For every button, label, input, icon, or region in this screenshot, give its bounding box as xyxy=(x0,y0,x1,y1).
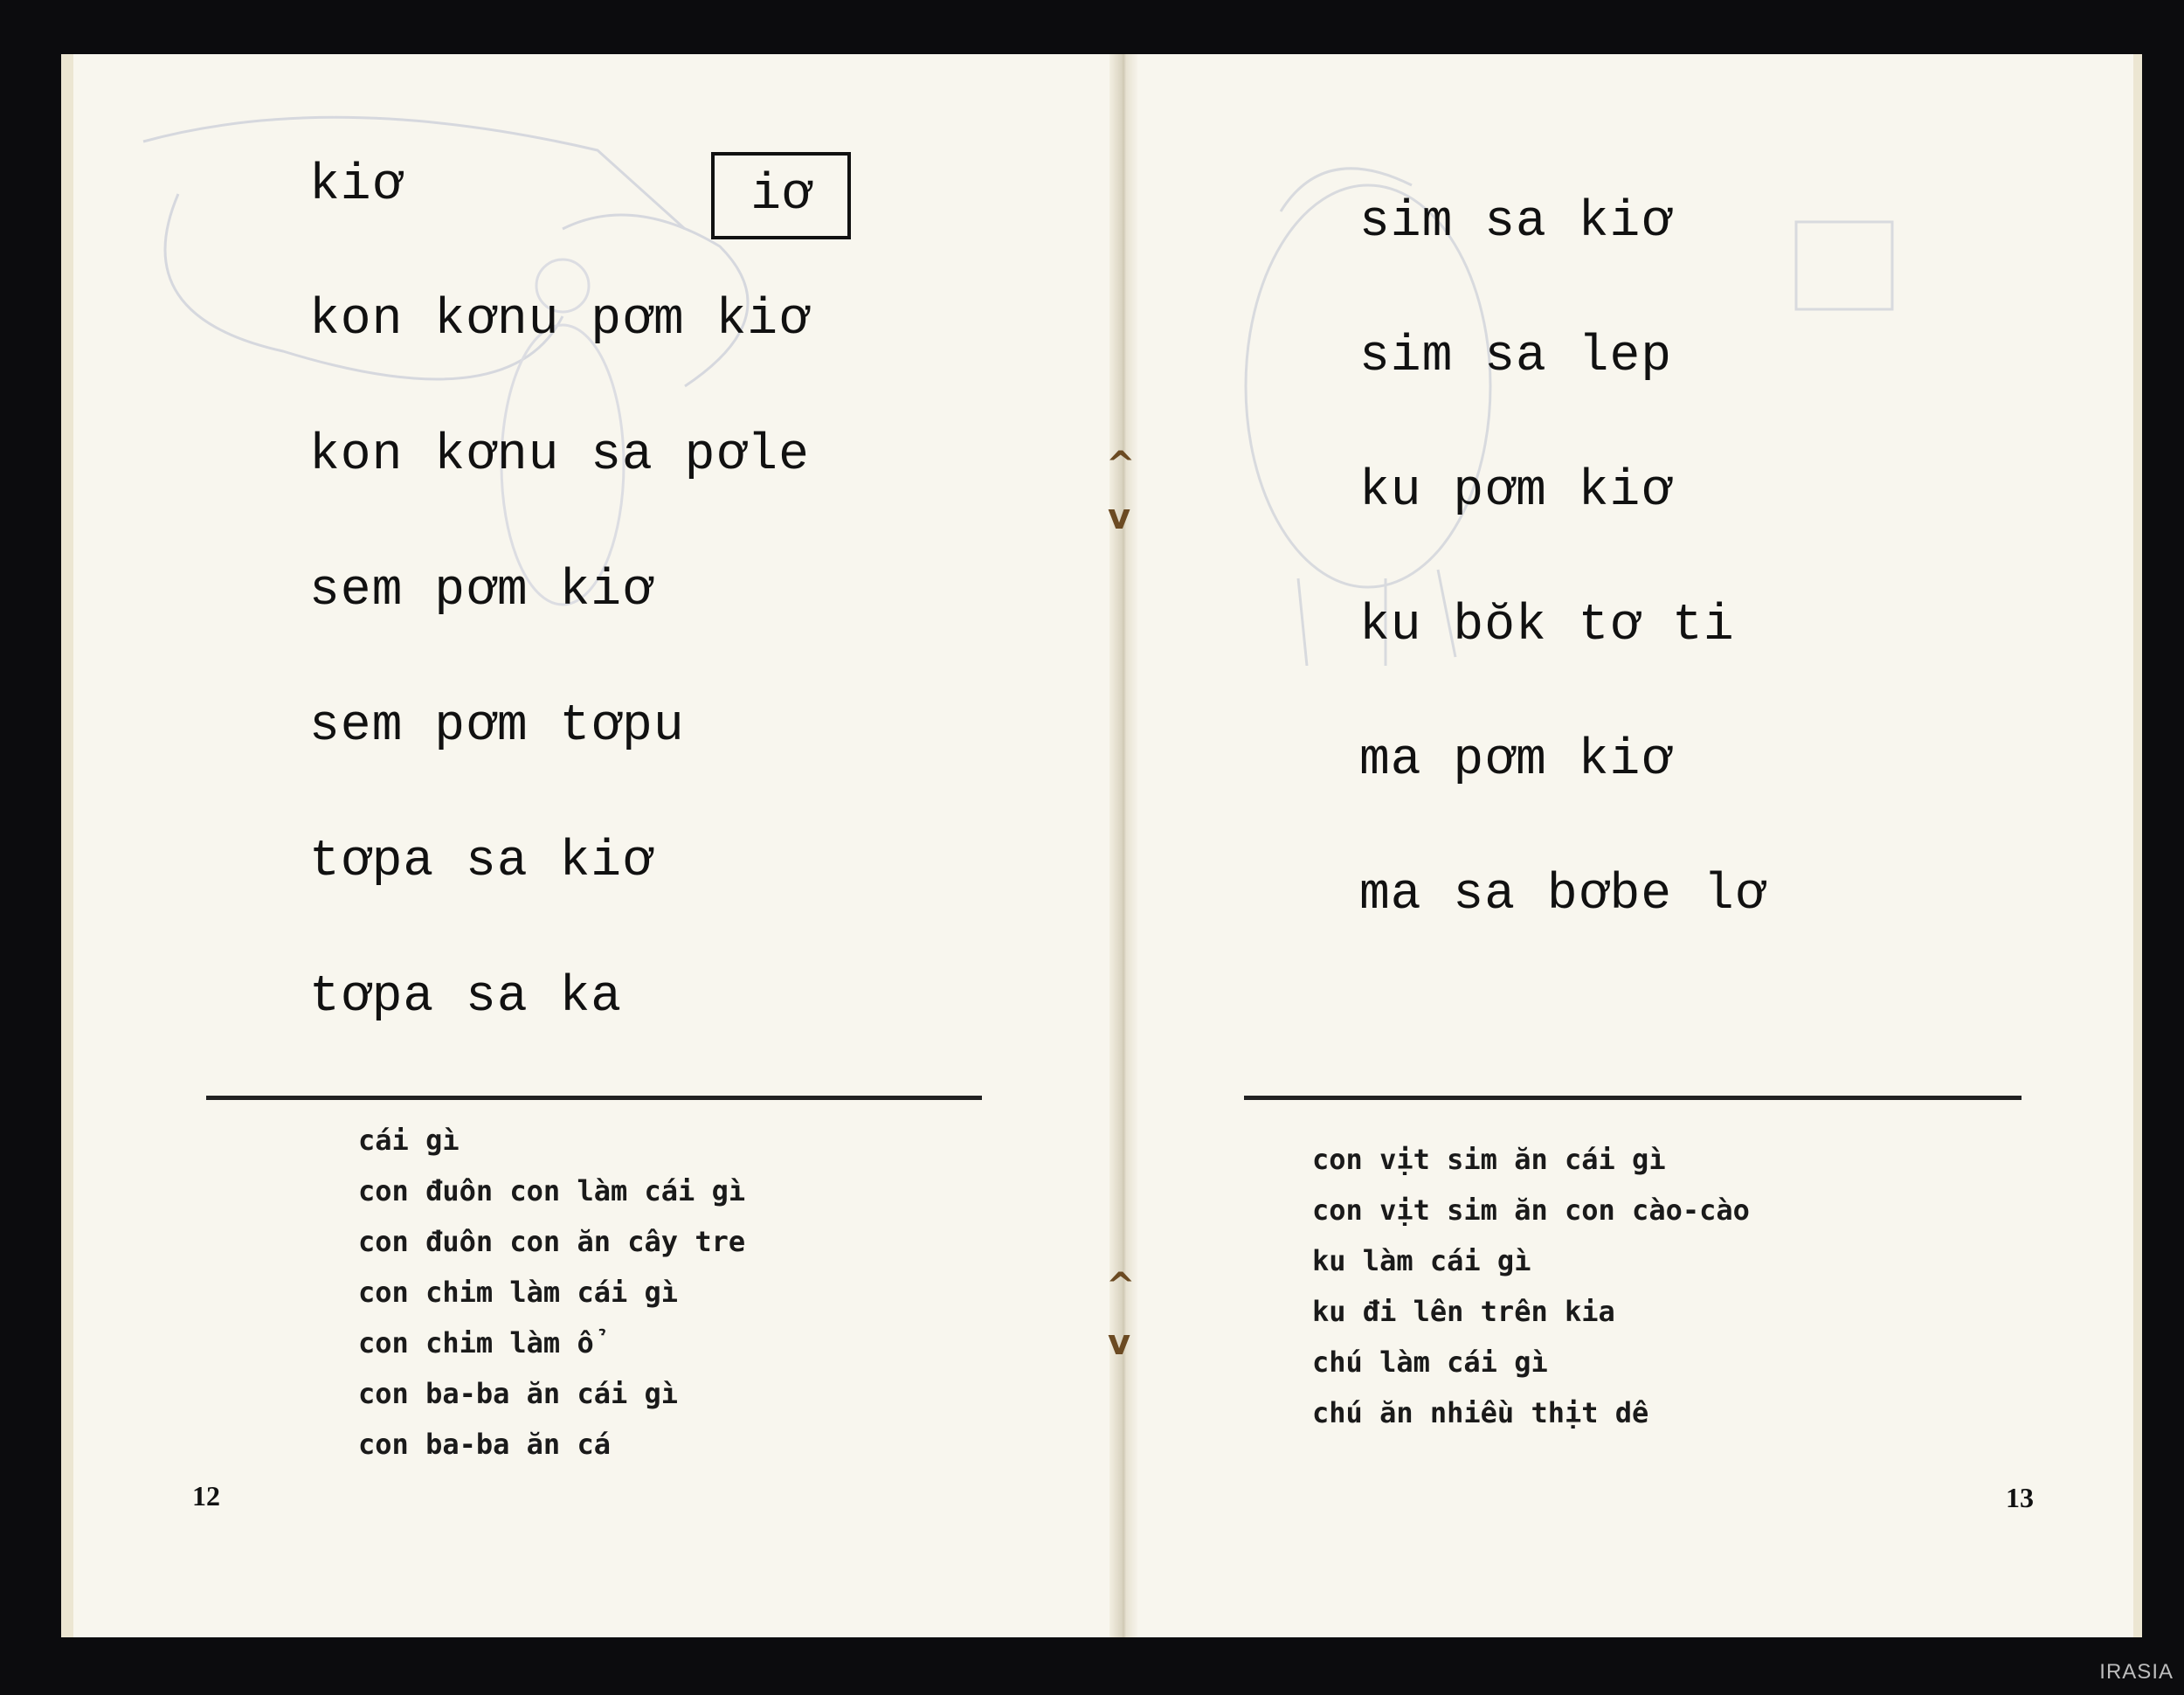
translation-note: chú ăn nhiều thịt dê xyxy=(1312,1396,1649,1429)
translation-note: con đuôn con ăn cây tre xyxy=(358,1225,746,1258)
translation-note: ku đi lên trên kia xyxy=(1312,1295,1615,1328)
reading-line: ma pơm kiơ xyxy=(1359,732,1673,789)
divider-rule xyxy=(1244,1096,2022,1100)
translation-note: con vịt sim ăn cái gì xyxy=(1312,1143,1666,1176)
stitch-mark: v xyxy=(1108,497,1131,537)
left-page xyxy=(61,54,1122,1637)
page-number: 13 xyxy=(2006,1482,2034,1513)
letter-box xyxy=(711,152,851,239)
stitch-mark: ^ xyxy=(1106,445,1136,485)
right-page xyxy=(1123,54,2142,1637)
translation-note: cái gì xyxy=(358,1124,460,1157)
reading-line: ku bŏk tơ ti xyxy=(1359,598,1735,654)
translation-note: con đuôn con làm cái gì xyxy=(358,1174,746,1207)
reading-line: tơpa sa ka xyxy=(309,969,623,1026)
reading-line: kon kơnu pơm kiơ xyxy=(309,292,810,349)
translation-note: con ba-ba ăn cá xyxy=(358,1428,611,1461)
stitch-mark: ^ xyxy=(1106,1266,1136,1306)
reading-line: kon kơnu sa pơle xyxy=(309,427,810,484)
reading-line: ma sa bơbe lơ xyxy=(1359,867,1766,924)
page-number: 12 xyxy=(192,1480,220,1512)
translation-note: con chim làm cái gì xyxy=(358,1276,679,1309)
reading-line: kiơ xyxy=(309,157,404,214)
reading-line: ku pơm kiơ xyxy=(1359,463,1673,520)
booklet xyxy=(61,54,2142,1637)
translation-note: ku làm cái gì xyxy=(1312,1244,1531,1277)
box-label: iơ xyxy=(750,167,812,224)
stitch-mark: v xyxy=(1108,1323,1131,1363)
booklet-spine xyxy=(1109,54,1137,1637)
translation-note: con chim làm ổ xyxy=(358,1326,594,1359)
divider-rule xyxy=(206,1096,982,1100)
reading-line: sim sa kiơ xyxy=(1359,194,1673,251)
translation-note: con ba-ba ăn cái gì xyxy=(358,1377,679,1410)
watermark: IRASIA xyxy=(2099,1660,2174,1684)
translation-note: chú làm cái gì xyxy=(1312,1346,1548,1379)
reading-line: sem pơm kiơ xyxy=(309,563,653,619)
reading-line: tơpa sa kiơ xyxy=(309,834,653,890)
reading-line: sem pơm tơpu xyxy=(309,698,685,755)
reading-line: sim sa lep xyxy=(1359,329,1673,385)
translation-note: con vịt sim ăn con cào-cào xyxy=(1312,1193,1750,1227)
